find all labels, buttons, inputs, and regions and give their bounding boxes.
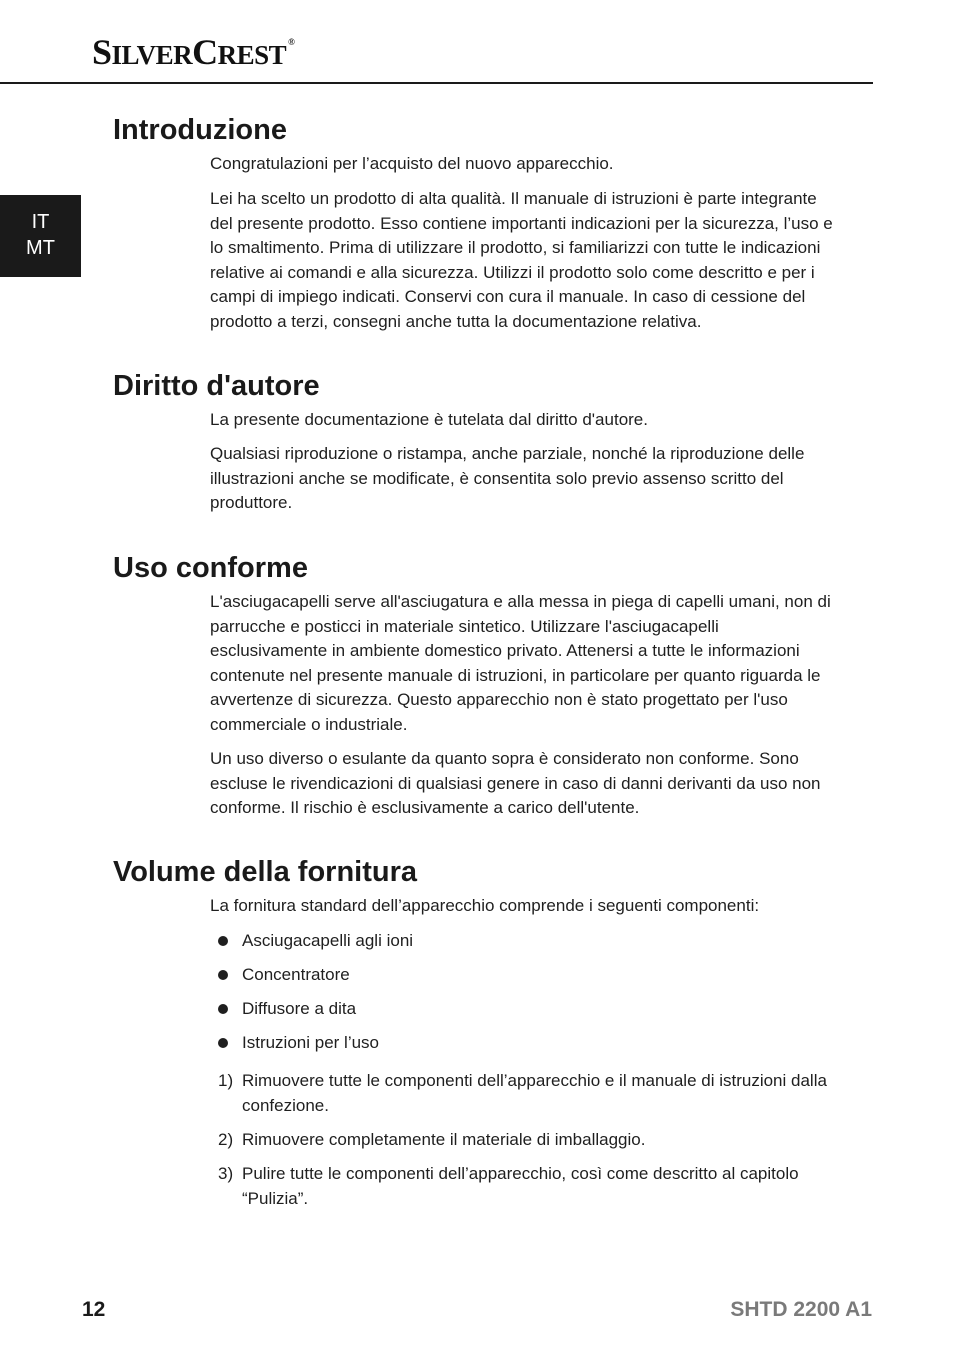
step-item: [218, 1069, 838, 1118]
bullet-icon: [218, 936, 228, 946]
step-text: Pulire tutte le componenti dell’apparecchio, così come descritto al capitolo “Pulizia”.: [242, 1164, 799, 1208]
step-text: Rimuovere tutte le componenti dell’apparecchio e il manuale di istruzioni dalla confezione.: [242, 1071, 827, 1115]
language-tab: [0, 195, 81, 277]
step-text: Rimuovere completamente il materiale di imballaggio.: [242, 1130, 646, 1149]
language-code-mt: MT: [26, 237, 55, 259]
use-paragraph-1: L'asciugacapelli serve all'asciugatura e alla messa in piega di capelli umani, non di parrucche e posticci in materiale sintetico. Utilizzare l'asciugacapelli esclusivamente in ambiente domestico privato. Attenersi a tutte le informazioni contenute nel presente manuale di istruzioni, in particolare per quanto riguarda le avvertenze di sicurezza. Questo apparecchio non è stato progettato per l'uso commerciale o industriale.: [210, 592, 831, 734]
delivery-intro: La fornitura standard dell’apparecchio comprende i seguenti componenti:: [210, 896, 760, 915]
brand-logo: SILVERCREST ®: [92, 32, 295, 72]
bullet-icon: [218, 1038, 228, 1048]
list-item: Concentratore: [218, 963, 838, 988]
intro-paragraph-2: Lei ha scelto un prodotto di alta qualità. Il manuale di istruzioni è parte integrante del presente prodotto. Esso contiene importanti indicazioni per la sicurezza, l’uso e lo smaltimento. Prima di utilizzare il prodotto, si familiarizzi con tutte le indicazioni relative ai comandi e alla sicurezza. Utilizzi il prodotto solo come descritto e per i campi di impiego indicati. Conservi con cura il manuale. In caso di cessione del prodotto a terzi, consegni anche tutta la documentazione relativa.: [210, 189, 833, 331]
list-item: Diffusore a dita: [218, 997, 838, 1022]
use-paragraph-2: Un uso diverso o esulante da quanto sopra è considerato non conforme. Sono escluse le rivendicazioni di qualsiasi genere in caso di danni derivanti da uso non conforme. Il rischio è esclusivamente a carico dell'utente.: [210, 749, 821, 818]
copyright-paragraph-2: Qualsiasi riproduzione o ristampa, anche parziale, nonché la riproduzione delle illustrazioni anche se modificate, è consentita solo previo assenso scritto del produttore.: [210, 444, 805, 513]
step-number: 3): [218, 1164, 234, 1183]
heading-volume-fornitura: Volume della fornitura: [113, 856, 418, 888]
intro-paragraph-1: Congratulazioni per l’acquisto del nuovo apparecchio.: [210, 154, 614, 173]
step-number: 1): [218, 1071, 234, 1090]
bullet-icon: [218, 1004, 228, 1014]
page-number: 12: [82, 1298, 106, 1321]
heading-introduzione: Introduzione: [113, 114, 287, 146]
step-item: [218, 1162, 838, 1211]
list-item: Asciugacapelli agli ioni: [218, 929, 838, 954]
model-number: SHTD 2200 A1: [730, 1298, 872, 1321]
header-rule: [0, 82, 873, 84]
step-number: 2): [218, 1130, 234, 1149]
bullet-icon: [218, 970, 228, 980]
language-code-it: IT: [31, 211, 50, 233]
copyright-paragraph-1: La presente documentazione è tutelata dal diritto d'autore.: [210, 410, 648, 429]
list-item: Istruzioni per l’uso: [218, 1031, 838, 1056]
heading-diritto-autore: Diritto d'autore: [113, 370, 320, 402]
step-item: [218, 1128, 838, 1153]
heading-uso-conforme: Uso conforme: [113, 552, 308, 584]
